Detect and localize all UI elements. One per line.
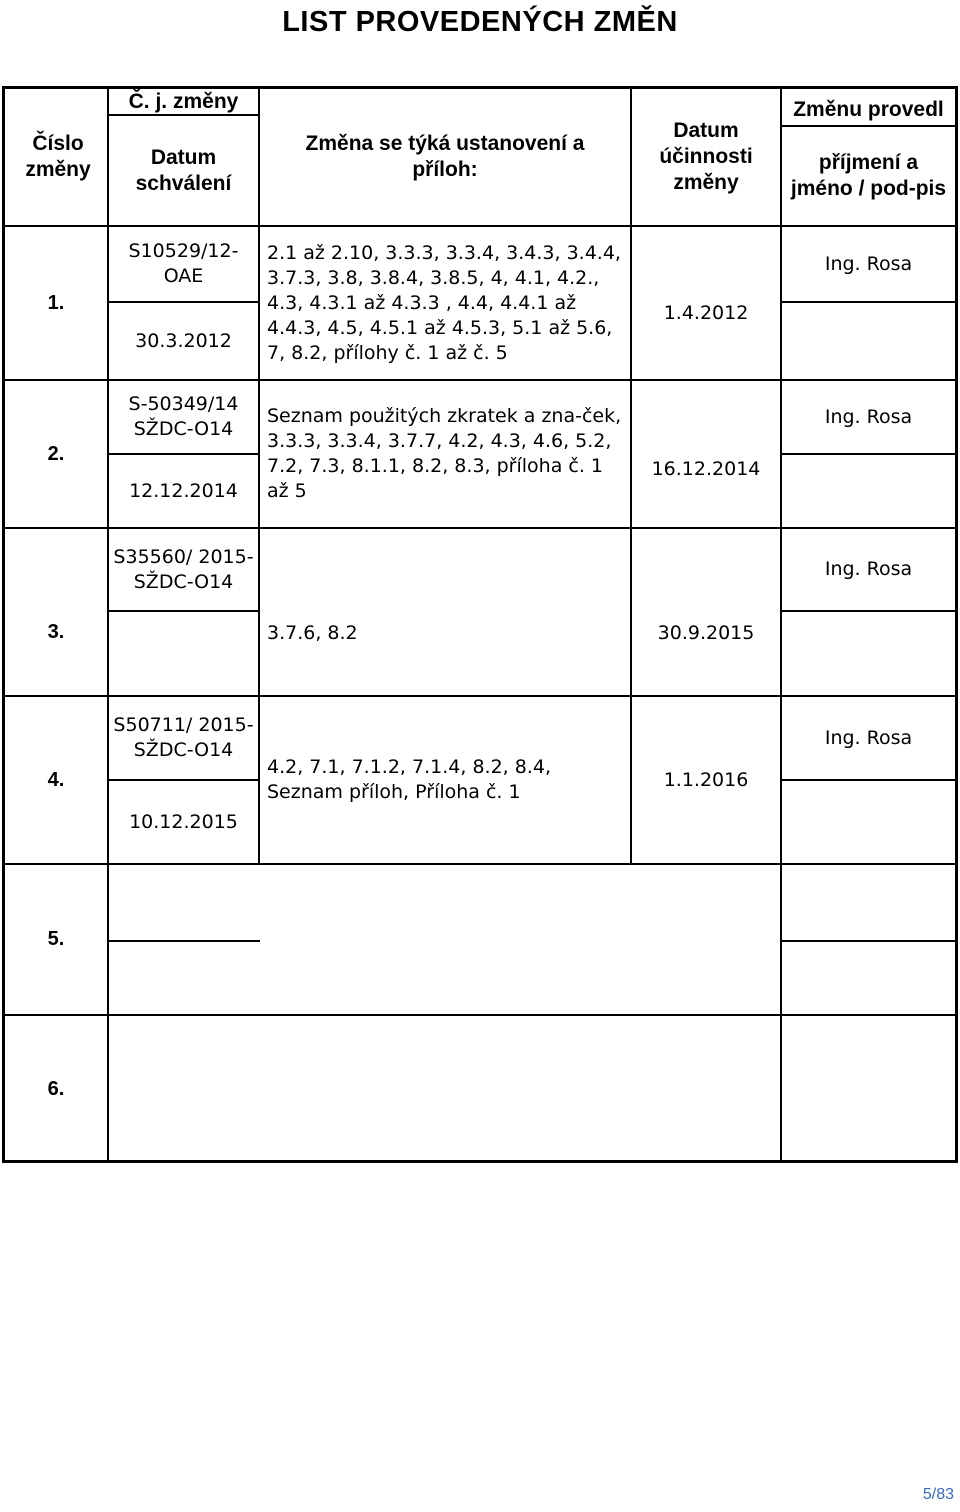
- table-divider: [107, 940, 260, 942]
- table-divider: [780, 940, 955, 942]
- table-divider: [780, 301, 955, 303]
- page-title: LIST PROVEDENÝCH ZMĚN: [282, 6, 678, 38]
- row-number: 1.: [47, 291, 65, 314]
- row-cj: S35560/ 2015-SŽDC-O14: [113, 545, 254, 593]
- header-datum-schvaleni: Datum schválení: [135, 145, 232, 195]
- row-cj: S10529/12-OAE: [128, 240, 239, 287]
- row-approval-date: 30.3.2012: [135, 329, 232, 352]
- table-divider: [780, 610, 955, 612]
- table-divider: [258, 89, 260, 863]
- row-number: 5.: [47, 928, 65, 950]
- row-number: 4.: [47, 768, 65, 791]
- header-zmena: Změna se týká ustanovení a příloh:: [305, 132, 585, 181]
- row-changes: 2.1 až 2.10, 3.3.3, 3.3.4, 3.4.3, 3.4.4, 3.7.3, 3.8, 3.8.4, 3.8.5, 4, 4.1, 4.2., 4.3, 4.3.1 až 4.3.3 , 4.4, 4.4.1 až 4.4.3, 4.5, 4.5.1 až 4.5.3, 5.1 až 5.6, 7, 8.2, přílohy č. 1 až č. 5: [267, 241, 621, 364]
- row-approval-date: 10.12.2015: [129, 810, 238, 833]
- change-log-table: [2, 86, 958, 1163]
- page-number: 5/83: [922, 1486, 954, 1503]
- table-divider: [780, 453, 955, 455]
- row-by: Ing. Rosa: [824, 405, 913, 428]
- header-jmeno-podpis: příjmení a jméno / pod-pis: [790, 151, 947, 200]
- row-cj: S-50349/14 SŽDC-O14: [128, 393, 239, 440]
- row-effective-date: 1.4.2012: [663, 301, 749, 324]
- row-approval-date: [109, 612, 258, 695]
- row-changes: Seznam použitých zkratek a zna-ček, 3.3.3, 3.3.4, 3.7.7, 4.2, 4.3, 4.6, 5.2, 7.2, 7.3, 8.1.1, 8.2, 8.3, příloha č. 1 až 5: [267, 405, 622, 502]
- row-effective-date: 30.9.2015: [657, 621, 755, 644]
- row-by: Ing. Rosa: [824, 558, 913, 580]
- row-approval-date: 12.12.2014: [129, 479, 238, 502]
- row-number: 2.: [47, 442, 65, 465]
- header-datum-ucinnosti: Datum účinnosti změny: [659, 119, 753, 194]
- row-number: 3.: [47, 620, 65, 643]
- row-changes: 3.7.6, 8.2: [267, 621, 358, 644]
- row-changes: 4.2, 7.1, 7.1.2, 7.1.4, 8.2, 8.4, Seznam příloh, Příloha č. 1: [267, 756, 551, 803]
- header-provedl: Změnu provedl: [793, 98, 944, 121]
- table-divider: [780, 779, 955, 781]
- table-divider: [5, 1014, 955, 1016]
- header-cj: Č. j. změny: [128, 89, 239, 113]
- header-cislo: Číslo změny: [25, 132, 91, 181]
- row-by: Ing. Rosa: [824, 252, 913, 275]
- row-cj: S50711/ 2015-SŽDC-O14: [113, 714, 254, 761]
- row-effective-date: 16.12.2014: [651, 457, 761, 480]
- row-number: 6.: [47, 1078, 65, 1100]
- row-effective-date: 1.1.2016: [663, 768, 749, 791]
- row-by: Ing. Rosa: [824, 726, 913, 749]
- table-divider: [5, 863, 955, 865]
